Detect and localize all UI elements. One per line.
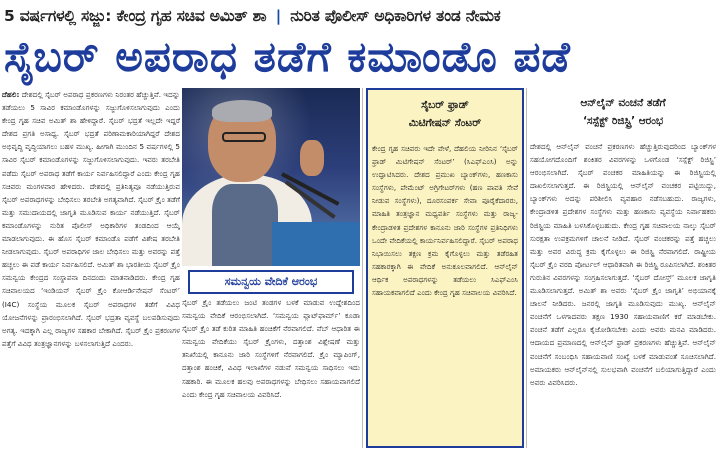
registry-heading-line-1: ಆನ್‌ಲೈನ್ ವಂಚನೆ ತಡೆಗೆ — [580, 97, 666, 109]
registry-body: ದೇಶದಲ್ಲಿ ಆನ್‌ಲೈನ್ ವಂಚನೆ ಪ್ರಕರಣಗಳು ಹೆಚ್ಚುತ್ತಿರುವುದರಿಂದ ಬ್ಯಾಂಕ್‌ಗಳ ಸಹಯೋಗದೊಂದಿಗೆ ಶಂಕಿತರ ವಿವರಗಳನ್ನು ಒಳಗೊಂಡ ‘ಸಸ್ಪೆಕ್ಟ್ ರಿಜಿಸ್ಟ್ರಿ’ ಆರಂಭಿಸಲಾಗಿದೆ. ಸೈಬರ್ ವಂಚಕರ ಮಾಹಿತಿಯನ್ನು ಈ ರಿಜಿಸ್ಟ್ರಿಯಲ್ಲಿ ದಾಖಲಿಸಲಾಗುತ್ತದೆ. ಈ ರಿಜಿಸ್ಟ್ರಿಯಲ್ಲಿ ಆನ್‌ಲೈನ್ ವಂಚಕರ ಪಟ್ಟಿಯಿದ್ದು, ಬ್ಯಾಂಕ್‌ಗಳು ಅದನ್ನು ಪರಿಶೀಲಿಸಿ ವ್ಯವಹಾರ ನಡೆಸಬಹುದು. ರಾಜ್ಯಗಳು, ಕೇಂದ್ರಾಡಳಿತ ಪ್ರದೇಶಗಳ ಸಂಸ್ಥೆಗಳು ಮತ್ತು ಹಣಕಾಸು ವ್ಯವಸ್ಥೆಯ ನಿರ್ವಾಹಕರು ರಿಜಿಸ್ಟ್ರಿಯ ಮಾಹಿತಿ ಬಳಸಿಕೊಳ್ಳಬಹುದು. ಕೇಂದ್ರ ಗೃಹ ಸಚಿವಾಲಯ ನಾಲ್ಕು ಸೈಬರ್ ಸುರಕ್ಷತಾ ಉಪಕ್ರಮಗಳಿಗೆ ಚಾಲನೆ ನೀಡಿದೆ. ಸೈಬರ್ ವಂಚಕರನ್ನು ಪತ್ತೆ ಹಚ್ಚಲು ಮತ್ತು ಅವರ ವಿರುದ್ಧ ಕ್ರಮ ಕೈಗೊಳ್ಳಲು ಈ ರಿಜಿಸ್ಟ್ರಿ ನೆರವಾಗಲಿದೆ. ರಾಷ್ಟ್ರೀಯ ಸೈಬರ್ ಕ್ರೈಂ ವರದಿ ಪೋರ್ಟಲ್ ಆಧಾರಿತವಾಗಿ ಈ ರಿಜಿಸ್ಟ್ರಿ ರೂಪಿಸಲಾಗಿದೆ. ಶಂಕಿತರ ಗುರುತಿನ ವಿವರಗಳನ್ನು ಸಂಗ್ರಹಿಸಲಾಗುತ್ತದೆ. ‘ಸೈಬರ್ ದೋಸ್ತ್’ ಮೂಲಕ ಜಾಗೃತಿ ಮೂಡಿಸಲಾಗುತ್ತದೆ. ಅಮಿತ್ ಶಾ ಅವರು ‘ಸೈಬರ್ ಕ್ರೈಂ ಜಾಗೃತಿ’ ಅಭಿಯಾನಕ್ಕೆ ಚಾಲನೆ ನೀಡಿದರು. ಜನರಲ್ಲಿ ಜಾಗೃತಿ ಮೂಡಿಸುವುದು ಮುಖ್ಯ. ಆನ್‌ಲೈನ್ ವಂಚನೆಗೆ ಒಳಗಾದವರು ತಕ್ಷಣ 1930 ಸಹಾಯವಾಣಿಗೆ ಕರೆ ಮಾಡಬೇಕು. ವಂಚನೆ ತಡೆಗೆ ಎಲ್ಲರೂ ಕೈಜೋಡಿಸಬೇಕು ಎಂದು ಅವರು ಮನವಿ ಮಾಡಿದರು. ಆದಾಯದ ಪ್ರಮಾಣದಲ್ಲಿ ಆನ್‌ಲೈನ್ ಫ್ರಾಡ್ ಪ್ರಕರಣಗಳು ಹೆಚ್ಚುತ್ತಿವೆ. ಆನ್‌ಲೈನ್ ವಂಚನೆಗೆ ಸಂಬಂಧಿಸಿ ಸಹಾಯವಾಣಿ ಸಂಖ್ಯೆ ಬಳಕೆ ಮಾಡುವಂತೆ ಸೂಚಿಸಲಾಗಿದೆ. ಅಮಾಯಕರು ಆನ್‌ಲೈನ್‌ನಲ್ಲಿ ಸುಲಭವಾಗಿ ವಂಚನೆಗೆ ಬಲಿಯಾಗುತ್ತಿದ್ದಾರೆ ಎಂದು ಅವರು ವಿವರಿಸಿದರು. — [530, 142, 716, 387]
kicker-separator: | — [275, 7, 282, 25]
dateline: ದೆಹಲಿ: — [2, 90, 20, 99]
fraud-heading — [372, 96, 518, 136]
fraud-heading-line-1: ಸೈಬರ್ ಫ್ರಾಡ್ — [421, 99, 469, 111]
headline: ಸೈಬರ್ ಅಪರಾಧ ತಡೆಗೆ ಕಮಾಂಡೊ ಪಡೆ — [4, 32, 571, 81]
registry-heading-line-2: ‘ಸಸ್ಪೆಕ್ಟ್ ರಿಜಿಸ್ಟ್ರಿ’ ಆರಂಭ — [582, 115, 664, 127]
photo-figure-hand — [300, 140, 324, 176]
samanvaya-heading: ಸಮನ್ವಯ ವೇದಿಕೆ ಆರಂಭ — [188, 270, 354, 294]
fraud-heading-line-2: ಮಿಟಿಗೇಷನ್ ಸೆಂಟರ್ — [408, 117, 482, 129]
amit-shah-photo — [182, 88, 360, 266]
fraud-body: ಕೇಂದ್ರ ಗೃಹ ಸಚಿವರು ಇದೇ ವೇಳೆ, ದೆಹಲಿಯ ನೀರಿನಿನ ‘ಸೈಬರ್ ಫ್ರಾಡ್ ಮಿಟಿಗೇಷನ್ ಸೆಂಟರ್’ (ಸಿಎಫ್ಎಂಸಿ) ಅನ್ನು ಉದ್ಘಾಟಿಸಿದರು. ದೇಶದ ಪ್ರಮುಖ ಬ್ಯಾಂಕ್‌ಗಳು, ಹಣಕಾಸು ಸಂಸ್ಥೆಗಳು, ಪೇಮೆಂಟ್ ಅಗ್ರಿಗೇಟರ್‌ಗಳು (ಹಣ ಪಾವತಿ ಸೇವೆ ನೀಡುವ ಸಂಸ್ಥೆಗಳು), ದೂರಸಂಪರ್ಕ ಸೇವಾ ಪೂರೈಕೆದಾರರು, ಮಾಹಿತಿ ತಂತ್ರಜ್ಞಾನ ಮಧ್ಯವರ್ತಿ ಸಂಸ್ಥೆಗಳು ಮತ್ತು ರಾಜ್ಯ-ಕೇಂದ್ರಾಡಳಿತ ಪ್ರದೇಶಗಳ ಕಾನೂನು ಜಾರಿ ಸಂಸ್ಥೆಗಳ ಪ್ರತಿನಿಧಿಗಳು ಒಂದೇ ವೇದಿಕೆಯಲ್ಲಿ ಕಾರ್ಯನಿರ್ವಹಿಸಲಿದ್ದಾರೆ. ಸೈಬರ್ ಅಪರಾಧ ನಿಭಾಯಿಸಲು ತಕ್ಷಣ ಕ್ರಮ ಕೈಗೊಳ್ಳಲು ಮತ್ತು ತಡೆರಹಿತ ಸಹಕಾರಕ್ಕಾಗಿ ಈ ವೇದಿಕೆ ಅನುಕೂಲವಾಗಲಿದೆ. ಆನ್‌ಲೈನ್ ಆರ್ಥಿಕ ಅಪರಾಧಗಳನ್ನು ತಡೆಯಲು ಸಿಎಫ್ಎಂಸಿ ಸಹಾಯಕವಾಗಲಿದೆ ಎಂದು ಕೇಂದ್ರ ಗೃಹ ಸಚಿವಾಲಯ ವಿವರಿಸಿದೆ. — [372, 144, 518, 298]
left-column-article — [2, 88, 180, 448]
kicker-part-1: 5 ವರ್ಷಗಳಲ್ಲಿ ಸಜ್ಜು: ಕೇಂದ್ರ ಗೃಹ ಸಚಿವ ಅಮಿತ್ ಶಾ — [4, 7, 267, 25]
kicker-line — [4, 4, 716, 28]
samanvaya-body: ಸೈಬರ್ ಕ್ರೈಂ ತಡೆಯಲು ಜಂಟಿ ತಂಡಗಳ ಬಳಕೆ ಮಾಡುವ ಉದ್ದೇಶದಿಂದ ಸಮನ್ವಯ ವೇದಿಕೆ ಆರಂಭಿಸಲಾಗಿದೆ. ‘ಸಮನ್ವಯ ಪ್ಲಾಟ್‌ಫಾರ್ಮ್’ ಕೂಡಾ ಸೈಬರ್ ಕ್ರೈಂ ತಡೆ ಕುರಿತ ಮಾಹಿತಿ ಹಂಚಿಕೆಗೆ ನೆರವಾಗಲಿದೆ. ವೆಬ್ ಆಧಾರಿತ ಈ ಸಮನ್ವಯ ವೇದಿಕೆಯು ಸೈಬರ್ ಕ್ರೈಂಗಳು, ದತ್ತಾಂಶ ವಿಶ್ಲೇಷಣೆ ಮತ್ತು ತನಿಖೆಯಲ್ಲಿ ಕಾನೂನು ಜಾರಿ ಸಂಸ್ಥೆಗಳಿಗೆ ನೆರವಾಗಲಿದೆ. ಕ್ರೈಂ ಮ್ಯಾಪಿಂಗ್, ದತ್ತಾಂಶ ಹಂಚಿಕೆ, ವಿವಿಧ ಇಲಾಖೆಗಳ ನಡುವೆ ಸಮನ್ವಯ ಸಾಧಿಸಲು ಇದು ಸಹಕಾರಿ. ಈ ಮೂಲಕ ಹಲವು ಅಪರಾಧಗಳನ್ನು ಬೇಧಿಸಲು ಸಹಾಯವಾಗಲಿದೆ ಎಂದು ಕೇಂದ್ರ ಗೃಹ ಸಚಿವಾಲಯ ವಿವರಿಸಿದೆ. — [182, 298, 360, 399]
fraud-mitigation-box — [366, 88, 524, 448]
suspect-registry-article — [528, 88, 718, 448]
samanvaya-box — [182, 268, 360, 448]
kicker-part-2: ನುರಿತ ಪೊಲೀಸ್ ಅಧಿಕಾರಿಗಳ ತಂಡ ನೇಮಕ — [290, 7, 501, 25]
photo-figure-vest — [212, 184, 278, 266]
column-divider — [362, 88, 363, 448]
photo-figure-glasses — [222, 132, 266, 142]
podium — [272, 222, 360, 266]
column-divider — [526, 88, 527, 448]
left-column-body: ದೇಶದಲ್ಲಿ ಸೈಬರ್ ಅಪರಾಧ ಪ್ರಕರಣಗಳು ನಿರಂತರ ಹೆಚ್ಚುತ್ತಿವೆ. ಇದನ್ನು ತಡೆಯಲು 5 ಸಾವಿರ ಕಮಾಂಡೊಗಳನ್ನು ಸಜ್ಜುಗೊಳಿಸಲಾಗುವುದು ಎಂದು ಕೇಂದ್ರ ಗೃಹ ಸಚಿವ ಅಮಿತ್ ಶಾ ಹೇಳಿದ್ದಾರೆ. ಸೈಬರ್ ಭದ್ರತೆ ಇಲ್ಲದೇ ಇದ್ದರೆ ದೇಶದ ಪ್ರಗತಿ ಅಸಾಧ್ಯ. ಸೈಬರ್ ಭದ್ರತೆ ಪರಿಣಾಮಕಾರಿಯಾಗಿದ್ದರೆ ದೇಶದ ಅಭಿವೃದ್ಧಿ ವೃದ್ಧಿಯಾಗಲು ಬಹಳ ಮುಖ್ಯ. ಹೀಗಾಗಿ ಮುಂದಿನ 5 ವರ್ಷಗಳಲ್ಲಿ 5 ಸಾವಿರ ಸೈಬರ್ ಕಮಾಂಡೊಗಳನ್ನು ಸಜ್ಜುಗೊಳಿಸಲಾಗುವುದು. ಇವರು ತರಬೇತಿ ಪಡೆದು ಸೈಬರ್ ಅಪರಾಧ ತಡೆಗೆ ಕಾರ್ಯ ನಿರ್ವಹಿಸಲಿದ್ದಾರೆ ಎಂದು ಕೇಂದ್ರ ಗೃಹ ಸಚಿವರು ಮಂಗಳವಾರ ಹೇಳಿದರು. ದೇಶದಲ್ಲಿ ಪ್ರತಿನಿತ್ಯವೂ ನಡೆಯುತ್ತಿರುವ ಸೈಬರ್ ಅಪರಾಧಗಳನ್ನು ಬೇಧಿಸಲು ತರಬೇತಿ ಅಗತ್ಯವಾಗಿದೆ. ಸೈಬರ್ ಕ್ರೈಂ ತಡೆಗೆ ಮತ್ತು ಸಮುದಾಯದಲ್ಲಿ ಜಾಗೃತಿ ಮೂಡಿಸುವ ಕಾರ್ಯ ನಡೆಯುತ್ತಿದೆ. ಸೈಬರ್ ಕಮಾಂಡೊಗಳನ್ನು ನುರಿತ ಪೊಲೀಸ್ ಅಧಿಕಾರಿಗಳ ತಂಡದಿಂದ ಆಯ್ಕೆ ಮಾಡಲಾಗುವುದು. ಈ ಹೊಸ ಸೈಬರ್ ಕಮಾಂಡೊ ಪಡೆಗೆ ವಿಶೇಷ ತರಬೇತಿ ನೀಡಲಾಗುವುದು. ಸೈಬರ್ ಅಪರಾಧಿಗಳ ಜಾಲ ಬೇಧಿಸಲು ಮತ್ತು ಅವರನ್ನು ಪತ್ತೆ ಹಚ್ಚಲು ಈ ಪಡೆ ಕಾರ್ಯ ನಿರ್ವಹಿಸಲಿದೆ. ಅಮಿತ್ ಶಾ ಭಾರತೀಯ ಸೈಬರ್ ಕ್ರೈಂ ಸಮನ್ವಯ ಕೇಂದ್ರದ ಸಂಸ್ಥಾಪನಾ ದಿನದಂದು ಮಾತನಾಡಿದರು. ಕೇಂದ್ರ ಗೃಹ ಸಚಿವಾಲಯದ ‘ಇಂಡಿಯನ್ ಸೈಬರ್ ಕ್ರೈಂ ಕೋಆರ್ಡಿನೇಷನ್ ಸೆಂಟರ್’ (I4C) ಸಂಸ್ಥೆಯ ಮೂಲಕ ಸೈಬರ್ ಅಪರಾಧಗಳ ತಡೆಗೆ ವಿವಿಧ ಯೋಜನೆಗಳನ್ನು ಪ್ರಾರಂಭಿಸಲಾಗಿದೆ. ಸೈಬರ್ ಭದ್ರತಾ ವ್ಯವಸ್ಥೆ ಬಲಪಡಿಸುವುದು ಅಗತ್ಯ. ಇದಕ್ಕಾಗಿ ಎಲ್ಲ ರಾಜ್ಯಗಳ ಸಹಕಾರ ಬೇಕಾಗಿದೆ. ಸೈಬರ್ ಕ್ರೈಂ ಪ್ರಕರಣಗಳ ಪತ್ತೆಗೆ ವಿವಿಧ ತಂತ್ರಜ್ಞಾನಗಳನ್ನು ಬಳಸಲಾಗುತ್ತಿದೆ ಎಂದರು. — [2, 90, 180, 348]
registry-heading — [532, 94, 714, 134]
photo-figure-hair — [212, 100, 272, 122]
